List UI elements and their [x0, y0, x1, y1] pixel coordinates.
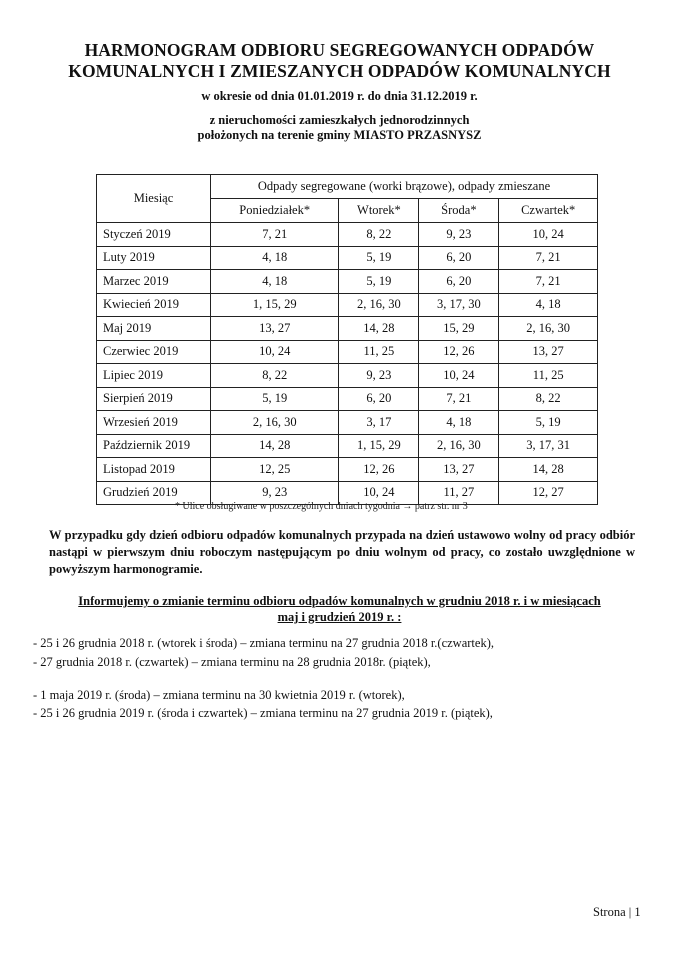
pickup-dates-cell: 13, 27 — [419, 458, 499, 482]
title-line-1: HARMONOGRAM ODBIORU SEGREGOWANYCH ODPADÓW — [84, 40, 595, 60]
pickup-dates-cell: 8, 22 — [339, 223, 419, 247]
month-cell: Luty 2019 — [97, 246, 211, 270]
month-cell: Maj 2019 — [97, 317, 211, 341]
table-row — [97, 293, 598, 317]
pickup-dates-cell: 5, 19 — [211, 387, 339, 411]
table-row — [97, 387, 598, 411]
schedule-table — [96, 174, 598, 505]
month-cell: Kwiecień 2019 — [97, 293, 211, 317]
pickup-dates-cell: 10, 24 — [339, 481, 419, 505]
pickup-dates-cell: 8, 22 — [211, 364, 339, 388]
pickup-dates-cell: 5, 19 — [339, 270, 419, 294]
table-row — [97, 411, 598, 435]
pickup-dates-cell: 6, 20 — [419, 246, 499, 270]
pickup-dates-cell: 9, 23 — [211, 481, 339, 505]
pickup-dates-cell: 4, 18 — [211, 246, 339, 270]
table-header-row — [97, 175, 598, 199]
info-heading-line-1: Informujemy o zmianie terminu odbioru odpadów komunalnych w grudniu 2018 r. i w miesiącach — [78, 594, 601, 608]
month-cell: Styczeń 2019 — [97, 223, 211, 247]
change-item: - 27 grudnia 2018 r. (czwartek) – zmiana terminu na 28 grudnia 2018r. (piątek), — [33, 655, 431, 669]
pickup-dates-cell: 10, 24 — [211, 340, 339, 364]
table-row — [97, 458, 598, 482]
month-column-header: Miesiąc — [97, 175, 211, 223]
pickup-dates-cell: 6, 20 — [419, 270, 499, 294]
holiday-notice: W przypadku gdy dzień odbioru odpadów komunalnych przypada na dzień ustawowo wolny od pracy odbiór nastąpi w pierwszym dniu roboczym następującym po dniu wolnym od pracy, co zostało uwzględnione w powyższym harmonogramie. — [49, 528, 635, 576]
month-cell: Listopad 2019 — [97, 458, 211, 482]
table-body — [97, 223, 598, 505]
subtitle-line-1: z nieruchomości zamieszkałych jednorodzinnych — [209, 113, 470, 127]
pickup-dates-cell: 1, 15, 29 — [339, 434, 419, 458]
month-cell: Czerwiec 2019 — [97, 340, 211, 364]
table-row — [97, 340, 598, 364]
pickup-dates-cell: 10, 24 — [499, 223, 598, 247]
pickup-dates-cell: 2, 16, 30 — [499, 317, 598, 341]
table-row — [97, 223, 598, 247]
pickup-dates-cell: 3, 17 — [339, 411, 419, 435]
waste-group-header: Odpady segregowane (worki brązowe), odpady zmieszane — [211, 175, 598, 199]
info-heading-line-2: maj i grudzień 2019 r. : — [277, 610, 402, 624]
day-header-wednesday: Środa* — [419, 199, 499, 223]
pickup-dates-cell: 2, 16, 30 — [339, 293, 419, 317]
table-footnote: * Ulice obsługiwane w poszczególnych dniach tygodnia → patrz str. nr 3 — [175, 501, 468, 512]
change-item: - 1 maja 2019 r. (środa) – zmiana terminu na 30 kwietnia 2019 r. (wtorek), — [33, 688, 405, 702]
day-header-tuesday: Wtorek* — [339, 199, 419, 223]
pickup-dates-cell: 7, 21 — [211, 223, 339, 247]
pickup-dates-cell: 12, 25 — [211, 458, 339, 482]
month-cell: Grudzień 2019 — [97, 481, 211, 505]
pickup-dates-cell: 9, 23 — [419, 223, 499, 247]
pickup-dates-cell: 2, 16, 30 — [211, 411, 339, 435]
pickup-dates-cell: 5, 19 — [339, 246, 419, 270]
subtitle-line-2: położonych na terenie gminy MIASTO PRZASNYSZ — [197, 128, 482, 142]
pickup-dates-cell: 4, 18 — [499, 293, 598, 317]
change-item: - 25 i 26 grudnia 2019 r. (środa i czwartek) – zmiana terminu na 27 grudnia 2019 r. (piątek), — [33, 706, 493, 720]
table-row — [97, 364, 598, 388]
day-header-monday: Poniedziałek* — [211, 199, 339, 223]
pickup-dates-cell: 12, 27 — [499, 481, 598, 505]
month-cell: Marzec 2019 — [97, 270, 211, 294]
pickup-dates-cell: 11, 25 — [499, 364, 598, 388]
pickup-dates-cell: 14, 28 — [211, 434, 339, 458]
table-row — [97, 317, 598, 341]
month-cell: Październik 2019 — [97, 434, 211, 458]
pickup-dates-cell: 4, 18 — [419, 411, 499, 435]
pickup-dates-cell: 10, 24 — [419, 364, 499, 388]
pickup-dates-cell: 15, 29 — [419, 317, 499, 341]
pickup-dates-cell: 7, 21 — [419, 387, 499, 411]
pickup-dates-cell: 12, 26 — [339, 458, 419, 482]
pickup-dates-cell: 3, 17, 31 — [499, 434, 598, 458]
pickup-dates-cell: 5, 19 — [499, 411, 598, 435]
period-line: w okresie od dnia 01.01.2019 r. do dnia 31.12.2019 r. — [201, 89, 478, 103]
pickup-dates-cell: 12, 26 — [419, 340, 499, 364]
month-cell: Sierpień 2019 — [97, 387, 211, 411]
table-row — [97, 246, 598, 270]
pickup-dates-cell: 3, 17, 30 — [419, 293, 499, 317]
pickup-dates-cell: 11, 27 — [419, 481, 499, 505]
page-number: Strona | 1 — [593, 905, 641, 919]
month-cell: Lipiec 2019 — [97, 364, 211, 388]
pickup-dates-cell: 14, 28 — [339, 317, 419, 341]
pickup-dates-cell: 13, 27 — [499, 340, 598, 364]
pickup-dates-cell: 14, 28 — [499, 458, 598, 482]
pickup-dates-cell: 11, 25 — [339, 340, 419, 364]
pickup-dates-cell: 4, 18 — [211, 270, 339, 294]
pickup-dates-cell: 6, 20 — [339, 387, 419, 411]
pickup-dates-cell: 1, 15, 29 — [211, 293, 339, 317]
pickup-dates-cell: 2, 16, 30 — [419, 434, 499, 458]
table-row — [97, 270, 598, 294]
pickup-dates-cell: 8, 22 — [499, 387, 598, 411]
table-row — [97, 434, 598, 458]
pickup-dates-cell: 9, 23 — [339, 364, 419, 388]
pickup-dates-cell: 7, 21 — [499, 246, 598, 270]
pickup-dates-cell: 13, 27 — [211, 317, 339, 341]
day-header-thursday: Czwartek* — [499, 199, 598, 223]
title-line-2: KOMUNALNYCH I ZMIESZANYCH ODPADÓW KOMUNALNYCH — [68, 61, 611, 81]
month-cell: Wrzesień 2019 — [97, 411, 211, 435]
pickup-dates-cell: 7, 21 — [499, 270, 598, 294]
change-item: - 25 i 26 grudnia 2018 r. (wtorek i środa) – zmiana terminu na 27 grudnia 2018 r.(czwartek), — [33, 636, 494, 650]
